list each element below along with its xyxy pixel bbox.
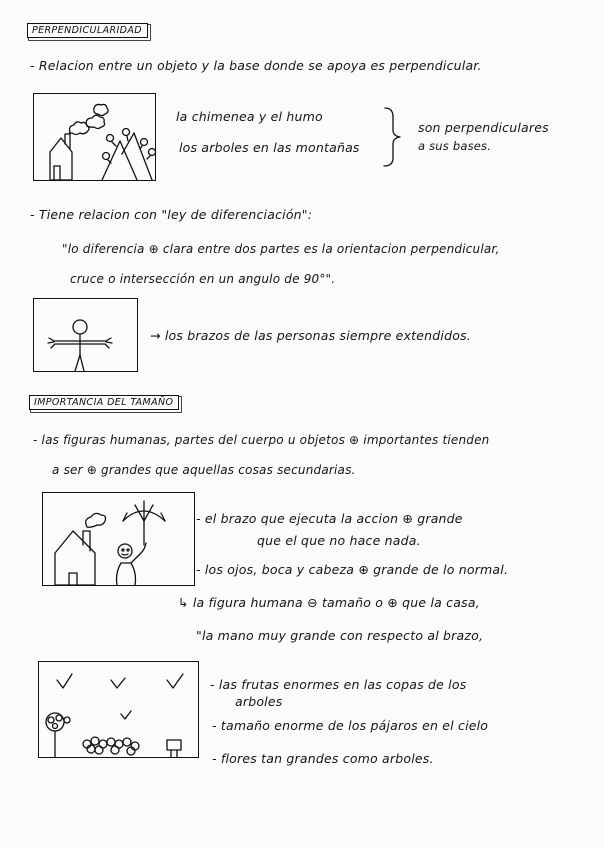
section-heading-importancia: IMPORTANCIA DEL TAMAÑO xyxy=(29,395,179,410)
section-heading-perpendicularidad: PERPENDICULARIDAD xyxy=(27,23,148,38)
brace-conclusion-1: son perpendiculares xyxy=(418,120,549,135)
example-arboles: los arboles en las montañas xyxy=(179,140,360,155)
example-brazo: - el brazo que ejecuta la accion ⊕ grande xyxy=(196,511,463,526)
example-ojos: - los ojos, boca y cabeza ⊕ grande de lo normal. xyxy=(196,562,509,577)
arrow-note: → los brazos de las personas siempre extendidos. xyxy=(150,328,471,343)
brace-conclusion-2: a sus bases. xyxy=(418,139,492,153)
quote-line: "lo diferencia ⊕ clara entre dos partes es la orientacion perpendicular, xyxy=(62,242,500,256)
trees-birds-sketch xyxy=(39,662,198,757)
example-figura: ↳ la figura humana ⊖ tamaño o ⊕ que la casa, xyxy=(178,595,480,610)
drawing-trees-birds xyxy=(38,661,199,758)
example-chimenea: la chimenea y el humo xyxy=(176,109,323,124)
quote-line: cruce o intersección en un angulo de 90°". xyxy=(70,272,336,286)
example-pajaros: - tamaño enorme de los pájaros en el cielo xyxy=(212,718,489,733)
house-umbrella-sketch xyxy=(43,493,194,585)
drawing-house-umbrella xyxy=(42,492,195,586)
drawing-house-mountains xyxy=(33,93,156,181)
example-frutas: - las frutas enormes en las copas de los xyxy=(210,677,467,692)
drawing-person-arms xyxy=(33,298,138,372)
note-line: - las figuras humanas, partes del cuerpo u objetos ⊕ importantes tienden xyxy=(33,433,490,447)
note-line: - Relacion entre un objeto y la base donde se apoya es perpendicular. xyxy=(30,58,482,73)
example-mano: "la mano muy grande con respecto al brazo, xyxy=(196,628,484,643)
note-line: - Tiene relacion con "ley de diferenciación": xyxy=(30,207,313,222)
example-flores: - flores tan grandes como arboles. xyxy=(212,751,434,766)
example-frutas-b: arboles xyxy=(235,694,283,709)
house-mountains-sketch xyxy=(34,94,155,180)
note-line: a ser ⊕ grandes que aquellas cosas secundarias. xyxy=(52,463,356,477)
example-brazo-b: que el que no hace nada. xyxy=(257,533,421,548)
person-sketch xyxy=(34,299,137,371)
